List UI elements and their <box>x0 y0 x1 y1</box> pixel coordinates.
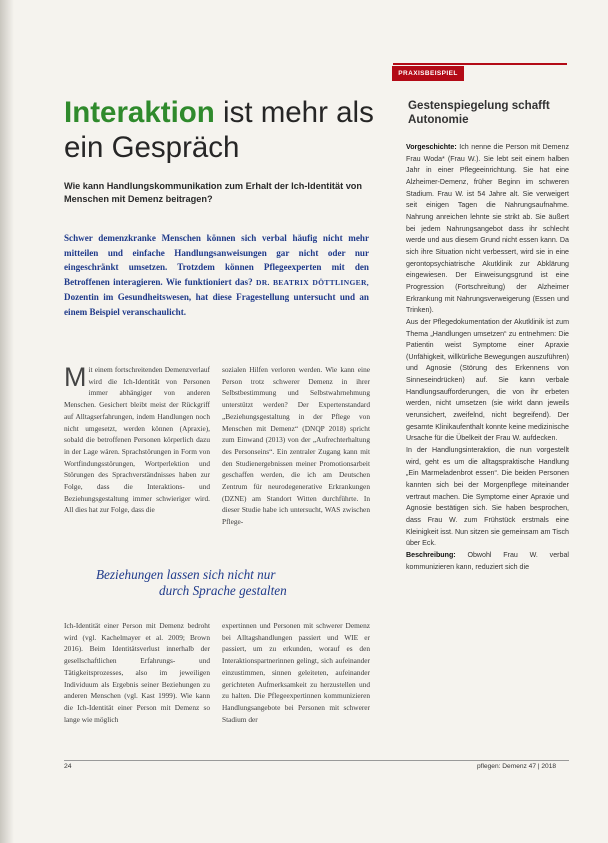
lead-text: Schwer demenzkranke Menschen können sich verbal häufig nicht mehr mitteilen und einfache Handlungsanweisungen gar nicht oder nur eingeschränkt umsetzen. Trotzdem können Pflegeexperten mit den Betroffenen interagieren. Wie funktioniert das? <box>64 233 369 287</box>
lead-text-after: Dozentin im Gesundheitswesen, hat diese Fragestellung untersucht und an einem Beispiel veranschaulicht. <box>64 292 369 317</box>
body-column-3 <box>64 620 210 755</box>
footer-rule <box>64 760 569 761</box>
sidebar-body <box>406 142 569 712</box>
body-column-1-text: it einem fortschreitenden Demenzverlauf wird die Ich-Identität von Personen immer abhängiger von anderen Menschen. Gesichert bleibt meist der Rückgriff auf Alltagserfahrungen, indem Handlungen noch nicht umgesetzt, werden können (Apraxie), sobald die betroffenen Personen körperlich dazu in der Lage wären. Sprachstörungen in Form von Wortfindungsstörungen, Wortperlektion und Störungen des Sprachverständnisses haben zur Folge, dass die Interaktions- und Beziehungsgestaltung immer schwieriger wird. All dies hat zur Folge, dass die <box>64 365 210 515</box>
page-gutter-shadow <box>0 0 14 843</box>
sidebar-text: Obwohl Frau W. verbal kommunizieren kann, reduziert sich die <box>406 550 569 571</box>
body-column-4-text: expertinnen und Personen mit schwerer Demenz bei Alltagshandlungen passiert und WIE er passiert, um zu erkunden, worauf es den Interaktionspartnerinnen gelingt, sich aufeinander einzustimmen, sinnen geleiteten, aufeinander gerichteten Aufmerksamkeit zu herzustellen und zu halten. Die Pflegeexpertinnen kommunizieren Handlungsangebote bei Personen mit schwerer Stadium der <box>222 621 370 724</box>
drop-cap: M <box>64 364 87 392</box>
body-column-4 <box>222 620 370 755</box>
section-badge: PRAXISBEISPIEL <box>392 66 464 81</box>
body-column-2 <box>222 364 370 580</box>
sidebar-text: Ich nenne die Person mit Demenz Frau Woda* (Frau W.). Sie lebt seit einem halben Jahr in einer Pflegeeinrichtung. Sie hat eine Alzheimer-Demenz, früher Beginn im schweren Stadium. Frau W. ist 54 Jahre alt. Sie verweigert seit einigen Tagen die Nahrungsaufnahme. Nahrung anreichen lehnte sie strikt ab. Sie äußert bei jedem Nahrungsangebot dass ihr schlecht werde und aus diesem Grund nicht essen kann. Da sich ihre Situation nicht verbessert, wird sie in eine gerontopsychiatrische Akutklinik zur Abklärung eingewiesen. Der Einweisungsgrund ist eine Progression (Fortschreitung) der Alzheimer Erkrankung mit Nahrungsverweigerung (Essen und Trinken). <box>406 143 569 315</box>
body-column-1 <box>64 364 210 580</box>
sidebar-paragraph <box>406 550 569 573</box>
article-lead <box>64 231 369 320</box>
sidebar-lead-label: Vorgeschichte: <box>406 143 457 151</box>
sidebar-paragraph <box>406 142 569 317</box>
page-number: 24 <box>64 763 72 770</box>
sidebar-top-rule <box>393 63 567 65</box>
pull-quote-line-1: Beziehungen lassen sich nicht nur <box>96 567 276 582</box>
sidebar-text: In der Handlungsinteraktion, die nun vorgestellt wird, geht es um die alltagspraktische Handlung „Ein Marmeladenbrot essen“. Die beiden Personen kannten sich bei der Morgenpflege miteinander vertraut machen. Die Symptome einer Apraxie und Agnosie bestätigen sich. Sie haben besprochen, dass Frau W. zum Frühstück erstmals eine Kleinigkeit isst. Nun sitzen sie gemeinsam am Tisch über Eck. <box>406 446 569 548</box>
sidebar-text: Aus der Pflegedokumentation der Akutklinik ist zum Thema „Handlungen umsetzen“ zu entnehmen: Die Patientin weist Symptome einer Apraxie (Unfähigkeit, willkürliche Bewegungen auszuführen) und Agnosie (Störung des Erkennens von Sinneseindrücken) auf. Sie kann verbale Handlungsaufforderungen, die von ihr erbeten werden, nicht umsetzen (sie wirkt dann jeweils verunsichert, zweifelnd, nicht begreifend). Der gesamte Klinikaufenthalt konnte keine medizinische Ursache für die Übelkeit der Frau W. aufdecken. <box>406 317 569 443</box>
body-column-3-text: Ich-Identität einer Person mit Demenz bedroht wird (vgl. Kachelmayer et al. 2009; Brown 2016). Beim Identitätsverlust innerhalb der gesellschaftlichen Erfahrungs- und Tätigkeitsprozesses, also im jeweiligen Individuum als Ergebnis seiner Beziehungen zu anderen Menschen (vgl. Kast 1999). Wie kann die Ich-Identität einer Person mit Demenz so lange wie möglich <box>64 621 210 724</box>
sidebar-title: Gestenspiegelung schafft Autonomie <box>408 99 550 126</box>
sidebar-lead-label: Beschreibung: <box>406 550 456 559</box>
headline-rest: ist mehr als ein Gespräch <box>64 96 374 164</box>
body-column-2-text: sozialen Hilfen verloren werden. Wie kann eine Person trotz schwerer Demenz in ihrer Selbstbestimmung und Selbstwahrnehmung unterstützt werden? Der Expertenstandard „Beziehungsgestaltung in der Pflege von Menschen mit Demenz“ (DNQP 2018) spricht zum Einwand (2013) von der „Aufrechterhaltung des Personseins“. Ein zentraler Zugang kann mit den Studienergebnissen meiner Promotionsarbeit geschaffen werden, die ich am Deutschen Zentrum für neurodegenerative Erkrankungen (DZNE) am Standort Witten durchführte. In dieser Studie habe ich untersucht, WAS zwischen Pflege- <box>222 365 370 527</box>
sidebar-paragraph <box>406 317 569 445</box>
journal-reference: pflegen: Demenz 47 | 2018 <box>477 763 557 770</box>
article-subtitle: Wie kann Handlungskommunikation zum Erhalt der Ich-Identität von Menschen mit Demenz beitragen? <box>64 181 363 205</box>
lead-author: DR. BEATRIX DÖTTLINGER, <box>255 277 369 287</box>
sidebar-paragraph <box>406 445 569 550</box>
article-headline <box>64 95 394 165</box>
pull-quote <box>96 567 346 599</box>
pull-quote-line-2: durch Sprache gestalten <box>159 583 287 598</box>
headline-accent: Interaktion <box>64 96 215 129</box>
